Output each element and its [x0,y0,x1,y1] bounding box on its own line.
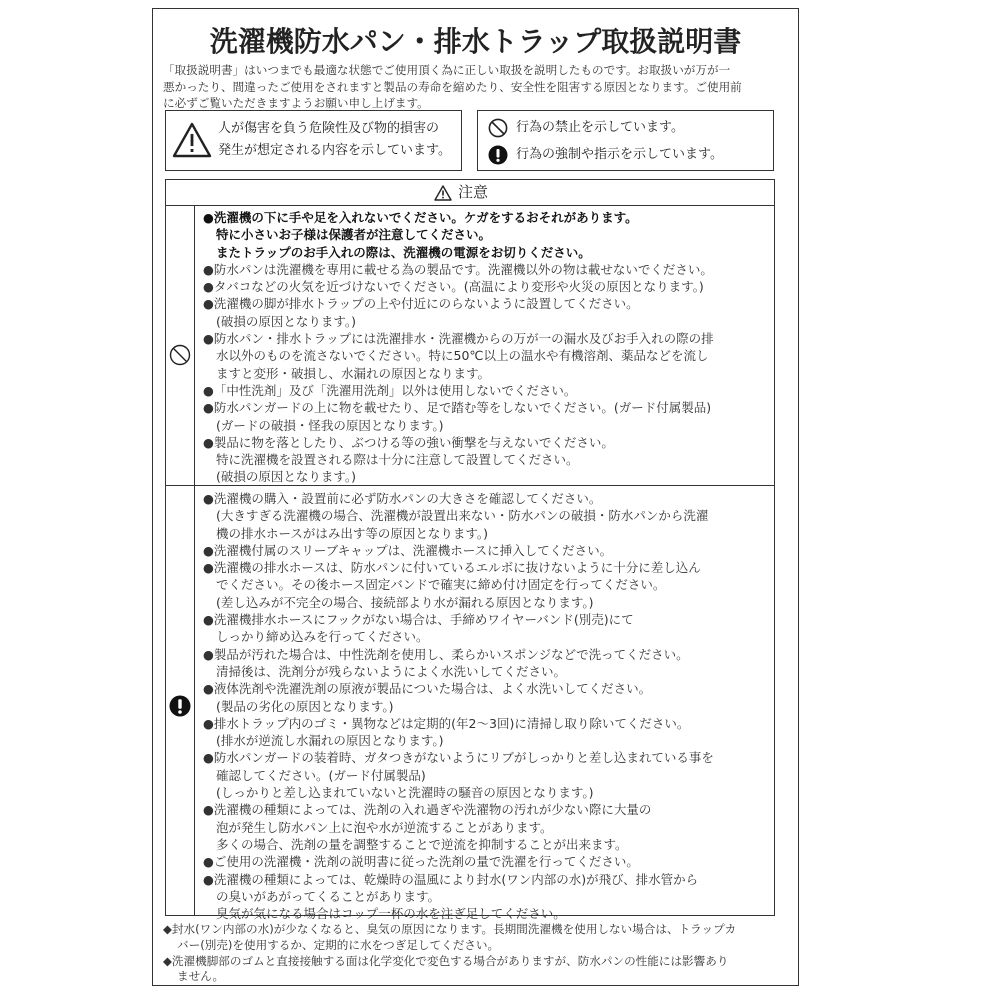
footnote-line: ◆洗濯機脚部のゴムと直接接触する面は化学変化で変色する場合がありますが、防水パンの性能には影響あり [163,953,729,968]
prohibition-legend-row [488,116,768,140]
footnote-line: ません。 [177,969,225,984]
list-item: 臭気が気になる場合はコップ一杯の水を注ぎ足してください。 [216,906,566,922]
list-item: 多くの場合、洗剤の量を調整することで逆流を抑制することが出来ます。 [216,836,628,852]
symbol-legend-box [477,110,774,171]
list-item: ●製品が汚れた場合は、中性洗剤を使用し、柔らかいスポンジなどで洗ってください。 [203,646,689,662]
list-item: ●防水パンガードの装着時、ガタつきがないようにリブがしっかりと差し込まれている事を [203,750,714,766]
caution-triangle-icon [434,185,452,201]
list-item: の臭いがあがってくることがあります。 [216,888,441,904]
list-item: ●洗濯機の下に手や足を入れないでください。ケガをするおそれがあります。 [203,210,638,225]
list-item: (大きすぎる洗濯機の場合、洗濯機が設置出来ない・防水パンの破損・防水パンから洗濯 [216,508,709,524]
list-item: ●洗濯機の種類によっては、乾燥時の温風により封水(ワン内部の水)が飛び、排水管から [203,871,699,887]
mandatory-items [203,490,771,922]
list-item: (破損の原因となります。) [216,469,357,485]
list-item: ●防水パンガードの上に物を載せたり、足で踏む等をしないでください。(ガード付属製品) [203,400,712,416]
intro-line: に必ずご覧いただきますようお願い申し上げます。 [163,96,429,110]
prohibition-icon [169,344,191,366]
list-item: ●洗濯機の排水ホースは、防水パンに付いているエルボに抜けないように十分に差し込ん [203,560,701,576]
list-item: ●洗濯機の種類によっては、洗剤の入れ過ぎや洗濯物の汚れが少ない際に大量の [203,802,652,818]
warning-legend-text: 人が傷害を負う危険性及び物的損害の 発生が想定される内容を示しています。 [218,121,451,158]
warning-triangle-icon [172,122,212,158]
list-item: (差し込みが不完全の場合、接続部より水が漏れる原因となります。) [216,594,594,610]
list-item: (製品の劣化の原因となります。) [216,698,394,714]
list-item: ●液体洗剤や洗濯洗剤の原液が製品についた場合は、よく水洗いしてください。 [203,681,652,697]
footnotes [163,922,791,985]
caution-box [165,179,775,922]
list-item: ●防水パンは洗濯機を専用に載せる為の製品です。洗濯機以外の物は載せないでください。 [203,261,713,277]
prohibited-items [203,209,771,486]
page-title: 洗濯機防水パン・排水トラップ取扱説明書 [209,25,742,58]
column-divider [194,205,195,915]
list-item: (しっかりと差し込まれていないと洗濯時の騒音の原因となります。) [216,785,594,801]
list-item: ●「中性洗剤」及び「洗濯用洗剤」以外は使用しないでください。 [203,382,577,398]
list-item: 特に洗濯機を設置される際は十分に注意して設置してください。 [216,452,579,468]
list-item: 機の排水ホースがはみ出す等の原因となります。) [216,525,489,541]
mandatory-icon [488,145,508,165]
warning-legend-box [165,110,462,171]
intro-line: 悪かったり、間違ったご使用をされますと製品の寿命を縮めたり、安全性を阻害する原因となります。ご使用前 [163,79,742,94]
footnote-line: ◆封水(ワン内部の水)が少なくなると、臭気の原因になります。長期間洗濯機を使用しない場合は、トラップカ [163,922,737,936]
list-item: ●洗濯機の脚が排水トラップの上や付近にのらないように設置してください。 [203,296,639,312]
list-item: しっかり締め込みを行ってください。 [216,629,429,645]
list-item: ●排水トラップ内のゴミ・異物などは定期的(年2～3回)に清掃し取り除いてください。 [203,715,690,731]
caution-heading-label: 注意 [458,183,489,201]
list-item: ますと変形・破損し、水漏れの原因となります。 [216,365,491,381]
list-item: 水以外のものを流さないでください。特に50℃以上の温水や有機溶剤、薬品などを流し [216,348,709,364]
list-item: ●洗濯機の購入・設置前に必ず防水パンの大きさを確認してください。 [203,491,602,506]
intro-paragraph [163,62,788,112]
mandatory-icon [169,695,191,717]
mandatory-legend-text: 行為の強制や指示を示しています。 [516,147,723,162]
list-item: ●洗濯機排水ホースにフックがない場合は、手締めワイヤーバンド(別売)にて [203,612,634,628]
prohibition-icon [488,118,508,138]
footnote-line: バー(別売)を使用するか、定期的に水をつぎ足してください。 [177,937,500,952]
caution-heading [166,180,774,206]
prohibition-legend-text: 行為の禁止を示しています。 [516,120,684,135]
list-item: ●ご使用の洗濯機・洗剤の説明書に従った洗剤の量で洗濯を行ってください。 [203,854,639,870]
list-item: またトラップのお手入れの際は、洗濯機の電源をお切りください。 [216,244,591,260]
list-item: 特に小さいお子様は保護者が注意してください。 [216,227,492,243]
list-item: でください。その後ホース固定バンドで確実に締め付け固定を行ってください。 [216,577,666,593]
list-item: ●防水パン・排水トラップには洗濯排水・洗濯機からの万が一の漏水及びお手入れの際の排 [203,331,714,347]
list-item: 確認してください。(ガード付属製品) [216,767,426,783]
list-item: ●タバコなどの火気を近づけないでください。(高温により変形や火災の原因となります。) [203,279,704,295]
list-item: (排水が逆流し水漏れの原因となります。) [216,733,444,749]
list-item: 清掃後は、洗剤分が残らないようによく水洗いしてください。 [216,663,567,679]
intro-line: 「取扱説明書」はいつまでも最適な状態でご使用頂く為に正しい取扱を説明したものです。お取扱いが万が一 [163,63,731,77]
list-item: (ガードの破損・怪我の原因となります。) [216,417,444,433]
list-item: 泡が発生し防水パン上に泡や水が逆流することがあります。 [216,819,553,835]
list-item: ●製品に物を落としたり、ぶつける等の強い衝撃を与えないでください。 [203,434,614,450]
list-item: (破損の原因となります。) [216,313,357,329]
list-item: ●洗濯機付属のスリーブキャップは、洗濯機ホースに挿入してください。 [203,542,613,558]
mandatory-legend-row [488,143,768,167]
